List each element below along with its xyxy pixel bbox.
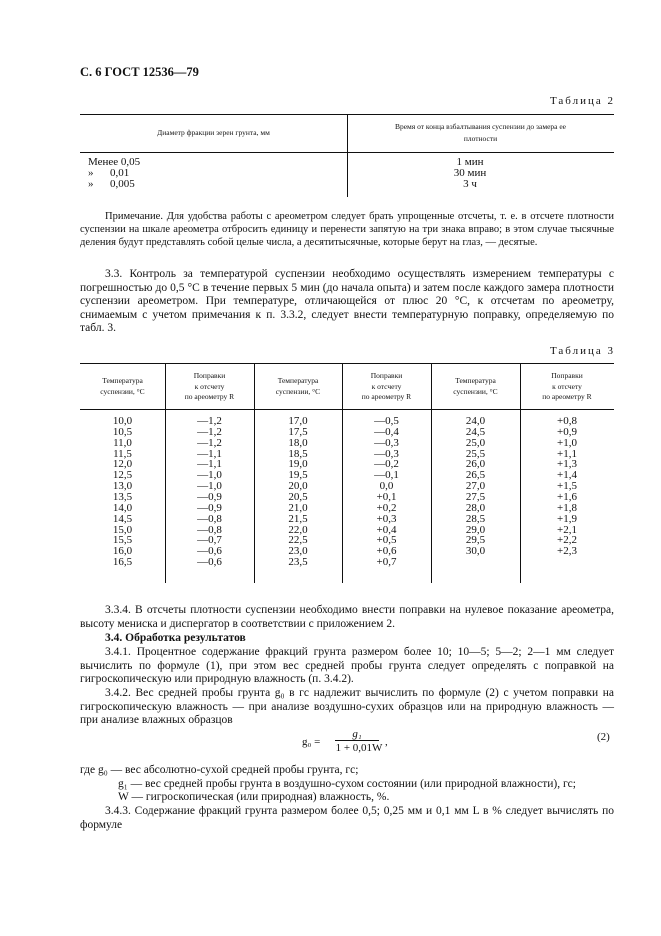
- table3-temp-header: [254, 376, 342, 397]
- table3-corr-cell: —0,8: [197, 523, 222, 536]
- table3-corr-cell: 0,0: [379, 480, 394, 493]
- table3-corr-cell: —0,3: [374, 436, 399, 449]
- table3-top-rule: [80, 363, 614, 364]
- where-line-3: W — гигроскопическая (или природная) влажность, %.: [118, 791, 390, 803]
- table3-corr-cell: +0,7: [376, 556, 397, 569]
- table3-temp-cell: 15,0: [112, 523, 133, 536]
- table3-temp-cell: 24,0: [465, 415, 486, 427]
- table3-temp-cell: 29,0: [465, 523, 486, 536]
- table3-temp-cell: 12,5: [112, 469, 133, 482]
- table3-temp-cell: 28,0: [465, 501, 486, 514]
- table3-temp-cell: 17,0: [288, 415, 308, 427]
- table3-temp-cell: 26,0: [465, 458, 486, 471]
- table3-header-line: Поправки: [193, 371, 226, 380]
- table3-corr-cell: —0,6: [197, 545, 222, 558]
- table3-temp-cell: 22,0: [288, 523, 308, 536]
- table3-temp-cell: 18,5: [288, 447, 308, 460]
- table3-temp-cell: 17,5: [288, 425, 308, 438]
- table3-corr-header: [342, 371, 431, 403]
- table3-temp-cell: 23,0: [288, 545, 308, 558]
- table3-corr-cell: +2,1: [557, 523, 577, 536]
- table3-header-line: по ареометру R: [184, 392, 235, 401]
- table3-corr-cell: +0,8: [557, 415, 577, 427]
- table3-temp-cell: 14,5: [112, 512, 133, 525]
- table3-temp-cell: 14,0: [112, 501, 133, 514]
- table3-corr-cell: —0,9: [197, 490, 222, 503]
- table3-temp-cell: 11,5: [113, 447, 132, 460]
- table3-corr-cell: —1,2: [197, 425, 222, 438]
- table3-corr-header: [165, 371, 254, 403]
- table3-header-line: Температура: [455, 376, 496, 385]
- table3-temp-cell: 27,5: [465, 490, 486, 503]
- note-paragraph: Примечание. Для удобства работы с ареометром следует брать упрощенные отсчеты, т. е. в отсчете плотности суспензии на шкале ареометра отбросить единицу и перенести запятую на три знака вправо; в этом случае тысячные деления будут представлять собой целые числа, а десятитысячные, которые берут на глаз, — десятые.: [80, 211, 614, 249]
- table3-temp-cell: 21,5: [288, 512, 308, 525]
- table3-corr-cell: —0,2: [374, 458, 399, 471]
- table3-corr-cell: +1,9: [557, 512, 577, 525]
- table3-corr-cell: +0,1: [376, 490, 397, 503]
- table3-temp-cell: 19,5: [288, 469, 308, 482]
- paragraph-3-4-2: 3.4.2. Вес средней пробы грунта g₀ в гс надлежит вычислить по формуле (2) с учетом поправки на гигроскопическую влажность — при анализе воздушно-сухих образцов или на природную влажность — при анализе влажных образцов: [80, 687, 614, 727]
- paragraph-3-3: 3.3. Контроль за температурой суспензии необходимо осуществлять измерением температуры с погрешностью до 0,5 °С в течение первых 5 мин (до начала опыта) и затем после каждого замера плотности суспензии ареометром. При температуре, отличающейся от плюс 20 °С, к отсчетам по ареометру, снимаемым с учетом примечания к п. 3.3.2, следует внести температурную поправку, определяемую по табл. 3.: [80, 268, 614, 335]
- table3-header-line: суспензии, °С: [275, 386, 321, 396]
- table2-time-cell: 3 ч: [463, 178, 477, 190]
- table3-corr-cell: +0,5: [376, 534, 397, 547]
- table3-corr-header: [520, 371, 614, 403]
- table3-caption: Таблица 3: [549, 345, 615, 357]
- table3-corr-cell: —0,4: [374, 425, 399, 438]
- page-header: С. 6 ГОСТ 12536—79: [80, 65, 199, 79]
- table3-corr-cell: +1,3: [557, 458, 577, 471]
- paragraph-3-4-3: 3.4.3. Содержание фракций грунта размером более 0,5; 0,25 мм и 0,1 мм L в % следует вычислять по формуле: [80, 805, 614, 831]
- table2-col2-header: [347, 121, 614, 145]
- table3-temp-cell: 23,5: [288, 556, 308, 569]
- where-line-2: g₁ — вес средней пробы грунта в воздушно-сухом состоянии (или природной влажности), гс;: [118, 778, 576, 790]
- table3-temp-cell: 20,0: [288, 480, 308, 493]
- table3-header-rule: [80, 409, 614, 410]
- table3-corr-cell: +0,9: [557, 425, 577, 438]
- table3-temp-cell: 19,0: [288, 458, 308, 471]
- table3-temp-cell: 13,0: [112, 480, 133, 493]
- table2-col2-header-line2: плотности: [463, 134, 498, 143]
- table3-corr-cell: +1,0: [557, 436, 577, 449]
- where-line-1: где g₀ — вес абсолютно-сухой средней пробы грунта, гс;: [80, 764, 359, 776]
- table3-temp-cell: 15,5: [112, 534, 133, 547]
- table3-header-line: суспензии, °С: [100, 386, 145, 396]
- table3-corr-cell: +0,3: [376, 512, 397, 525]
- table3-corr-cell: +1,6: [557, 490, 577, 503]
- table3-temp-cell: 12,0: [112, 458, 133, 471]
- table2-time-cell: 30 мин: [453, 167, 487, 179]
- table2-header-rule: [80, 152, 614, 153]
- table3-temp-cell: 10,5: [112, 425, 133, 438]
- table3-header-line: Температура: [277, 376, 319, 385]
- section-3-4-title: 3.4. Обработка результатов: [105, 632, 246, 644]
- table3-header-line: по ареометру R: [542, 392, 592, 401]
- table3-temp-cell: 22,5: [288, 534, 308, 547]
- table3-temp-cell: 27,0: [465, 480, 486, 493]
- table3-temp-header: [80, 376, 165, 397]
- paragraph-3-4-1: 3.4.1. Процентное содержание фракций грунта размером более 10; 10—5; 5—2; 2—1 мм следует вычислить по формуле (1), при этом вес средней пробы грунта следует определять с поправкой на гигроскопическую или природную влажность (п. 3.4.2).: [80, 646, 614, 686]
- table2-diameter-cell: Менее 0,05: [88, 156, 141, 168]
- formula-number: (2): [597, 731, 610, 743]
- table3-corr-cell: —0,5: [374, 415, 399, 427]
- table3-header-line: Поправки: [551, 371, 583, 380]
- table3-corr-cell: —0,6: [197, 556, 222, 569]
- table3-corr-cell: +1,1: [557, 447, 577, 460]
- table3-corr-cell: —0,1: [374, 469, 399, 482]
- table2-col2-header-line1: Время от конца взбалтывания суспензии до замера ее: [394, 122, 567, 131]
- table3-corr-cell: —0,9: [197, 501, 222, 514]
- table2-diameter-cell: » 0,01: [88, 167, 130, 179]
- table3-corr-cell: —0,3: [374, 447, 399, 460]
- table3-header-line: Температура: [102, 376, 143, 385]
- table3-temp-cell: 11,0: [113, 436, 132, 449]
- table3-corr-cell: +2,2: [557, 534, 577, 547]
- table3-header-line: суспензии, °С: [453, 386, 498, 396]
- table3-corr-cell: +1,4: [557, 469, 577, 482]
- table3-corr-cell: +0,4: [376, 523, 397, 536]
- table3-corr-cell: —1,0: [197, 469, 222, 482]
- table2-diameter-cell: » 0,005: [88, 178, 135, 190]
- table3-temp-cell: 21,0: [288, 501, 308, 514]
- paragraph-3-3-4: 3.3.4. В отсчеты плотности суспензии необходимо внести поправки на нулевое показание ареометра, высоту мениска и диспергатор в соответствии с приложением 2.: [80, 604, 614, 630]
- table3-temp-cell: 20,5: [288, 490, 308, 503]
- table3-temp-cell: 30,0: [465, 545, 486, 558]
- table3-corr-cell: +0,6: [376, 545, 397, 558]
- table3-temp-cell: 18,0: [288, 436, 308, 449]
- table3-corr-cell: —1,0: [197, 480, 222, 493]
- table3-header-line: к отсчету: [194, 381, 225, 391]
- table3-corr-cell: —1,2: [197, 436, 222, 449]
- table3-corr-cell: —1,1: [197, 447, 222, 460]
- table3-temp-cell: 28,5: [465, 512, 486, 525]
- table2-time-cell: 1 мин: [456, 156, 484, 168]
- table3-temp-cell: 16,0: [112, 545, 133, 558]
- table3-temp-cell: 26,5: [465, 469, 486, 482]
- table3-header-line: к отсчету: [371, 381, 402, 391]
- table3-corr-cell: —0,7: [197, 534, 222, 547]
- table3-header-line: к отсчету: [552, 381, 582, 391]
- formula-tail: ,: [385, 736, 388, 748]
- table3-corr-cell: +1,5: [557, 480, 577, 493]
- formula-numerator: g₁: [335, 728, 379, 741]
- table3-corr-cell: —1,1: [197, 458, 222, 471]
- table3-corr-cell: +2,3: [557, 545, 577, 558]
- table3-header-line: Поправки: [370, 371, 403, 380]
- table3-temp-cell: 13,5: [112, 490, 133, 503]
- table3-temp-cell: 25,5: [465, 447, 486, 460]
- table2-caption: Таблица 2: [549, 95, 615, 107]
- table3-temp-cell: 24,5: [465, 425, 486, 438]
- table3-temp-cell: 25,0: [465, 436, 486, 449]
- table3-corr-cell: —1,2: [197, 415, 222, 427]
- formula-denominator: 1 + 0,01W: [335, 742, 383, 754]
- table3-temp-cell: 10,0: [112, 415, 133, 427]
- table3-corr-cell: —0,8: [197, 512, 222, 525]
- formula-lhs: g₀ =: [302, 736, 321, 748]
- table3-temp-cell: 16,5: [112, 556, 133, 569]
- table3-temp-header: [431, 376, 520, 397]
- table3-corr-cell: +1,8: [557, 501, 577, 514]
- table3-corr-cell: +0,2: [376, 501, 397, 514]
- table3-header-line: по ареометру R: [361, 392, 412, 401]
- table2-col1-header: Диаметр фракции зерен грунта, мм: [157, 128, 270, 137]
- table3-temp-cell: 29,5: [465, 534, 486, 547]
